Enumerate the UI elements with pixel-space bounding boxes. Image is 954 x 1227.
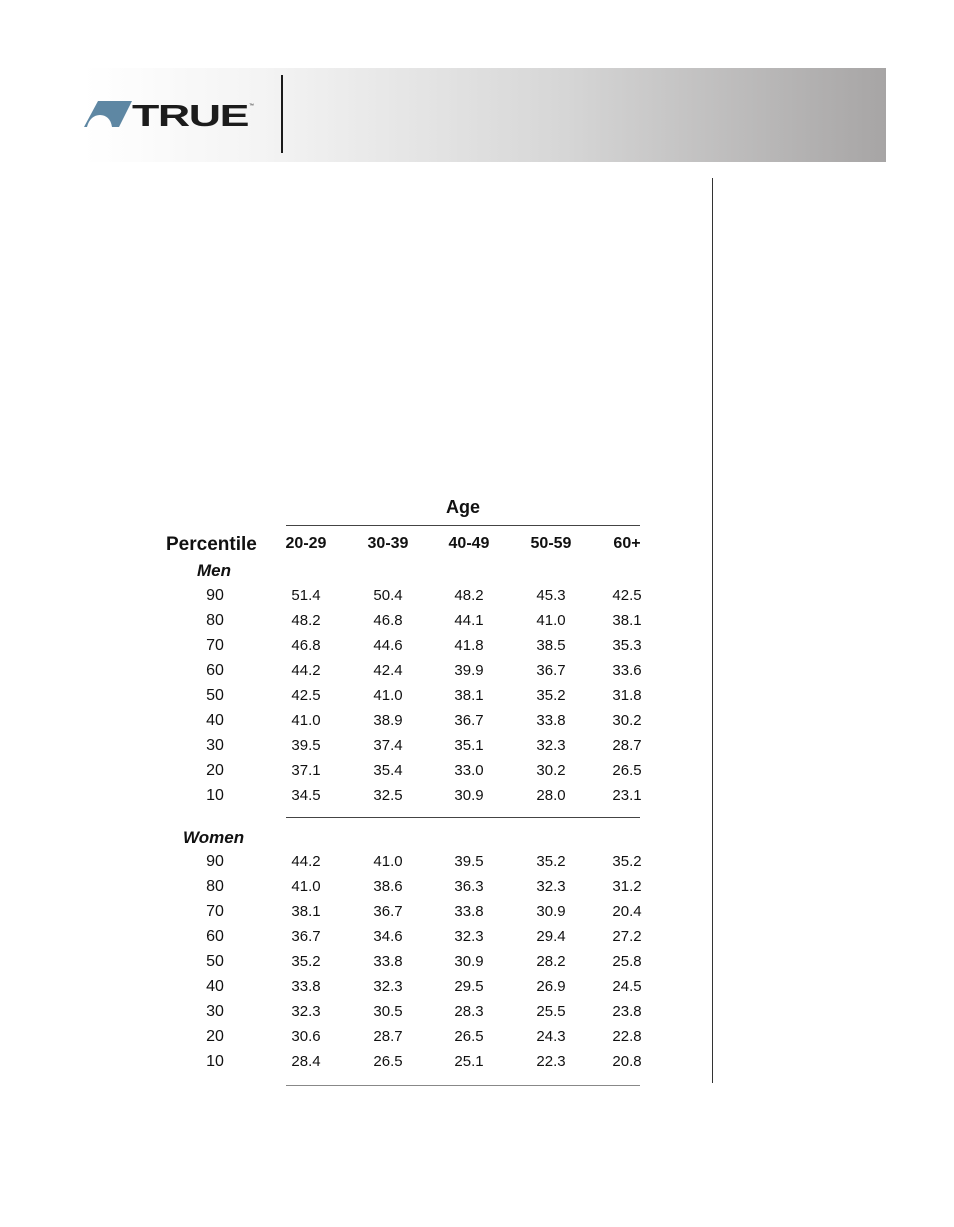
- value-cell: 36.7: [454, 712, 484, 729]
- value-cell: 51.4: [291, 587, 321, 604]
- value-cell: 42.4: [373, 662, 403, 679]
- value-cell: 44.6: [373, 637, 403, 654]
- value-cell: 31.8: [612, 687, 642, 704]
- value-cell: 41.8: [454, 637, 484, 654]
- table-row: [0, 852, 700, 872]
- true-logo: [84, 101, 256, 127]
- value-cell: 41.0: [373, 687, 403, 704]
- value-cell: 30.2: [536, 762, 566, 779]
- value-cell: 26.5: [454, 1028, 484, 1045]
- percentile-cell: 70: [206, 637, 224, 654]
- value-cell: 26.5: [612, 762, 642, 779]
- value-cell: 30.2: [612, 712, 642, 729]
- section-label-women: Women: [183, 828, 245, 847]
- value-cell: 42.5: [612, 587, 642, 604]
- value-cell: 31.2: [612, 878, 642, 895]
- value-cell: 25.1: [454, 1053, 484, 1070]
- value-cell: 45.3: [536, 587, 566, 604]
- column-header: 60+: [613, 535, 641, 552]
- section-divider: [286, 817, 640, 818]
- value-cell: 30.9: [536, 903, 566, 920]
- value-cell: 38.1: [291, 903, 321, 920]
- value-cell: 30.9: [454, 953, 484, 970]
- value-cell: 35.2: [536, 687, 566, 704]
- value-cell: 32.5: [373, 787, 403, 804]
- value-cell: 32.3: [536, 737, 566, 754]
- table-row: [0, 636, 700, 656]
- value-cell: 28.7: [612, 737, 642, 754]
- age-heading: Age: [445, 497, 480, 517]
- value-cell: 22.3: [536, 1053, 566, 1070]
- true-logo-graphic: [84, 101, 256, 127]
- table-row: [0, 736, 700, 756]
- value-cell: 33.8: [454, 903, 484, 920]
- value-cell: 24.3: [536, 1028, 566, 1045]
- value-cell: 50.4: [373, 587, 403, 604]
- percentile-cell: 30: [206, 737, 224, 754]
- value-cell: 48.2: [454, 587, 484, 604]
- percentile-cell: 10: [206, 787, 224, 804]
- percentile-cell: 90: [206, 853, 224, 870]
- value-cell: 22.8: [612, 1028, 642, 1045]
- value-cell: 36.7: [291, 928, 321, 945]
- value-cell: 37.4: [373, 737, 403, 754]
- value-cell: 35.2: [536, 853, 566, 870]
- value-cell: 30.9: [454, 787, 484, 804]
- percentile-cell: 60: [206, 928, 224, 945]
- value-cell: 39.5: [291, 737, 321, 754]
- value-cell: 38.1: [454, 687, 484, 704]
- value-cell: 29.5: [454, 978, 484, 995]
- value-cell: 35.3: [612, 637, 642, 654]
- value-cell: 28.3: [454, 1003, 484, 1020]
- table-row: [0, 661, 700, 681]
- value-cell: 33.8: [373, 953, 403, 970]
- value-cell: 36.7: [373, 903, 403, 920]
- value-cell: 20.8: [612, 1053, 642, 1070]
- table-bottom-rule: [286, 1085, 640, 1086]
- value-cell: 27.2: [612, 928, 642, 945]
- logo-wordmark: TRUE: [132, 101, 249, 127]
- value-cell: 25.5: [536, 1003, 566, 1020]
- value-cell: 41.0: [373, 853, 403, 870]
- value-cell: 25.8: [612, 953, 642, 970]
- percentile-cell: 90: [206, 587, 224, 604]
- table-row: [0, 1052, 700, 1072]
- value-cell: 39.9: [454, 662, 484, 679]
- value-cell: 38.6: [373, 878, 403, 895]
- value-cell: 38.9: [373, 712, 403, 729]
- value-cell: 32.3: [454, 928, 484, 945]
- table-row: [0, 761, 700, 781]
- value-cell: 29.4: [536, 928, 566, 945]
- percentile-cell: 80: [206, 878, 224, 895]
- value-cell: 48.2: [291, 612, 321, 629]
- table-row: [0, 586, 700, 606]
- table-row: [0, 611, 700, 631]
- table-row: [0, 927, 700, 947]
- header-rule: [286, 525, 640, 526]
- percentile-heading: Percentile: [166, 534, 257, 555]
- column-header: 30-39: [367, 535, 409, 552]
- value-cell: 34.6: [373, 928, 403, 945]
- percentile-cell: 50: [206, 687, 224, 704]
- percentile-cell: 50: [206, 953, 224, 970]
- value-cell: 44.1: [454, 612, 484, 629]
- table-row: [0, 786, 700, 806]
- column-header: 20-29: [285, 535, 327, 552]
- value-cell: 36.3: [454, 878, 484, 895]
- value-cell: 33.8: [291, 978, 321, 995]
- value-cell: 23.1: [612, 787, 642, 804]
- value-cell: 46.8: [373, 612, 403, 629]
- table-row: [0, 977, 700, 997]
- value-cell: 33.0: [454, 762, 484, 779]
- percentile-cell: 60: [206, 662, 224, 679]
- percentile-cell: 40: [206, 712, 224, 729]
- table-row: [0, 686, 700, 706]
- section-label-men: Men: [197, 561, 231, 580]
- table-row: [0, 952, 700, 972]
- percentile-cell: 30: [206, 1003, 224, 1020]
- value-cell: 41.0: [291, 712, 321, 729]
- value-cell: 39.5: [454, 853, 484, 870]
- value-cell: 38.5: [536, 637, 566, 654]
- percentile-cell: 10: [206, 1053, 224, 1070]
- value-cell: 33.8: [536, 712, 566, 729]
- value-cell: 28.4: [291, 1053, 321, 1070]
- column-header: 40-49: [448, 535, 490, 552]
- value-cell: 20.4: [612, 903, 642, 920]
- value-cell: 26.5: [373, 1053, 403, 1070]
- percentile-cell: 20: [206, 762, 224, 779]
- svg-text:™: ™: [249, 103, 254, 109]
- value-cell: 32.3: [373, 978, 403, 995]
- percentile-cell: 70: [206, 903, 224, 920]
- value-cell: 41.0: [536, 612, 566, 629]
- value-cell: 35.4: [373, 762, 403, 779]
- value-cell: 26.9: [536, 978, 566, 995]
- value-cell: 35.1: [454, 737, 484, 754]
- value-cell: 28.2: [536, 953, 566, 970]
- value-cell: 33.6: [612, 662, 642, 679]
- percentile-cell: 40: [206, 978, 224, 995]
- percentile-cell: 20: [206, 1028, 224, 1045]
- value-cell: 32.3: [536, 878, 566, 895]
- value-cell: 44.2: [291, 853, 321, 870]
- table-row: [0, 1027, 700, 1047]
- value-cell: 30.5: [373, 1003, 403, 1020]
- value-cell: 35.2: [291, 953, 321, 970]
- value-cell: 42.5: [291, 687, 321, 704]
- value-cell: 41.0: [291, 878, 321, 895]
- value-cell: 36.7: [536, 662, 566, 679]
- value-cell: 28.7: [373, 1028, 403, 1045]
- table-row: [0, 877, 700, 897]
- value-cell: 24.5: [612, 978, 642, 995]
- header-divider: [281, 75, 283, 153]
- value-cell: 44.2: [291, 662, 321, 679]
- column-header: 50-59: [530, 535, 572, 552]
- value-cell: 30.6: [291, 1028, 321, 1045]
- percentile-cell: 80: [206, 612, 224, 629]
- table-row: [0, 902, 700, 922]
- value-cell: 23.8: [612, 1003, 642, 1020]
- value-cell: 28.0: [536, 787, 566, 804]
- value-cell: 37.1: [291, 762, 321, 779]
- value-cell: 32.3: [291, 1003, 321, 1020]
- table-row: [0, 1002, 700, 1022]
- value-cell: 46.8: [291, 637, 321, 654]
- margin-rule: [712, 178, 713, 1083]
- table-row: [0, 711, 700, 731]
- value-cell: 38.1: [612, 612, 642, 629]
- value-cell: 35.2: [612, 853, 642, 870]
- value-cell: 34.5: [291, 787, 321, 804]
